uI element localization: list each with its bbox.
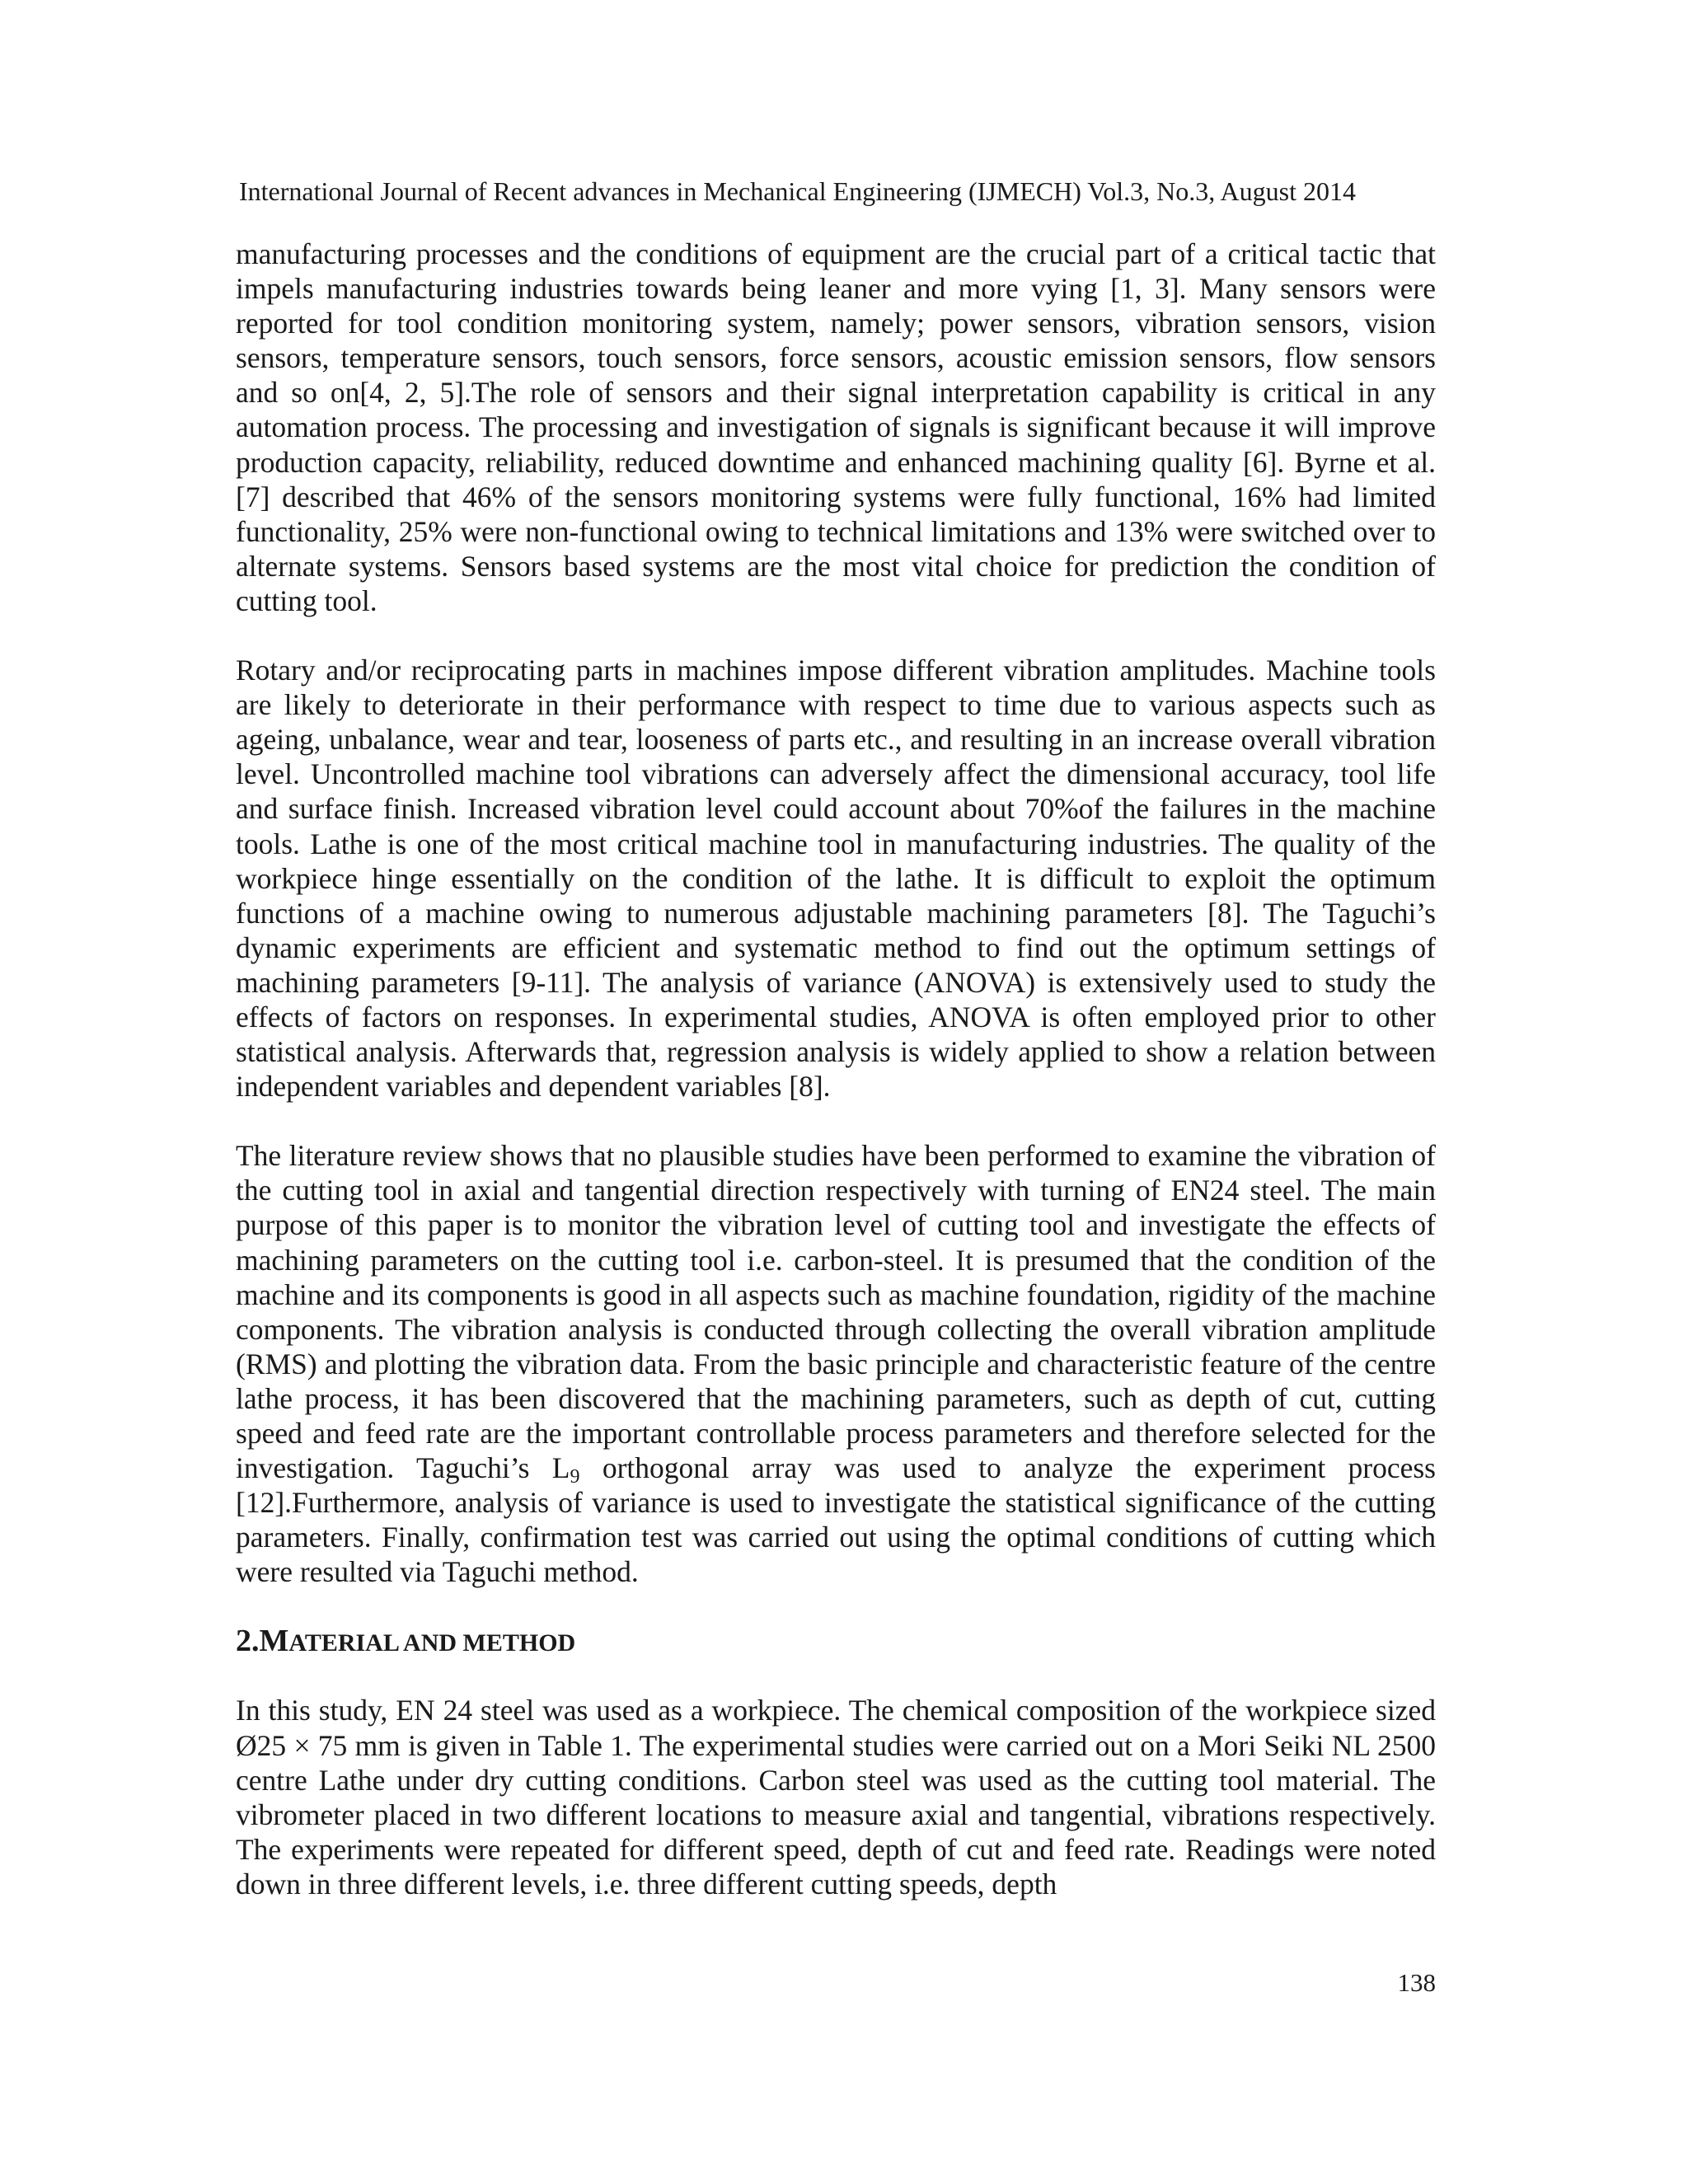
section-heading xyxy=(236,1624,1436,1658)
paragraph-vibration: Rotary and/or reciprocating parts in machines impose different vibration amplitudes. Machine tools are likely to deteriorate in their performance with respect to time due to various aspects such as ageing, unbalance, wear and tear, looseness of parts etc., and resulting in an increase overall vibration level. Uncontrolled machine tool vibrations can adversely affect the dimensional accuracy, tool life and surface finish. Increased vibration level could account about 70%of the failures in the machine tools. Lathe is one of the most critical machine tool in manufacturing industries. The quality of the workpiece hinge essentially on the condition of the lathe. It is difficult to exploit the optimum functions of a machine owing to numerous adjustable machining parameters [8]. The Taguchi’s dynamic experiments are efficient and systematic method to find out the optimum settings of machining parameters [9-11]. The analysis of variance (ANOVA) is extensively used to study the effects of factors on responses. In experimental studies, ANOVA is often employed prior to other statistical analysis. Afterwards that, regression analysis is widely applied to show a relation between independent variables and dependent variables [8]. xyxy=(236,654,1436,1104)
paragraph-sensors: manufacturing processes and the conditions of equipment are the crucial part of a critical tactic that impels manufacturing industries towards being leaner and more vying [1, 3]. Many sensors were reported for tool condition monitoring system, namely; power sensors, vibration sensors, vision sensors, temperature sensors, touch sensors, force sensors, acoustic emission sensors, flow sensors and so on[4, 2, 5].The role of sensors and their signal interpretation capability is critical in any automation process. The processing and investigation of signals is significant because it will improve production capacity, reliability, reduced downtime and enhanced machining quality [6]. Byrne et al. [7] described that 46% of the sensors monitoring systems were fully functional, 16% had limited functionality, 25% were non-functional owing to technical limitations and 13% were switched over to alternate systems. Sensors based systems are the most vital choice for prediction the condition of cutting tool. xyxy=(236,237,1436,617)
paragraph-literature-text-a: The literature review shows that no plausible studies have been performed to examine the vibration of the cutting tool in axial and tangential direction respectively with turning of EN24 steel. The main purpose of this paper is to monitor the vibration level of cutting tool and investigate the effects of machining parameters on the cutting tool i.e. carbon-steel. It is presumed that the condition of the machine and its components is good in all aspects such as machine foundation, rigidity of the machine components. The vibration analysis is conducted through collecting the overall vibration amplitude (RMS) and plotting the vibration data. From the basic principle and characteristic feature of the centre lathe process, it has been discovered that the machining parameters, such as depth of cut, cutting speed and feed rate are the important controllable process parameters and therefore selected for the investigation. Taguchi’s L xyxy=(236,1139,1436,1485)
subscript-nine: 9 xyxy=(570,1466,580,1488)
section-initial: M xyxy=(259,1624,289,1659)
paragraph-material-method: In this study, EN 24 steel was used as a workpiece. The chemical composition of the workpiece sized Ø25 × 75 mm is given in Table 1. The experimental studies were carried out on a Mori Seiki NL 2500 centre Lathe under dry cutting conditions. Carbon steel was used as the cutting tool material. The vibrometer placed in two different locations to measure axial and tangential, vibrations respectively. The experiments were repeated for different speed, depth of cut and feed rate. Readings were noted down in three different levels, i.e. three different cutting speeds, depth xyxy=(236,1694,1436,1900)
article-body xyxy=(236,237,1436,1901)
journal-header: International Journal of Recent advances in Mechanical Engineering (IJMECH) Vol.3, No.3, August 2014 xyxy=(239,176,1356,206)
paragraph-literature-text-b: orthogonal array was used to analyze the experiment process [12].Furthermore, analysis of variance is used to investigate the statistical significance of the cutting parameters. Finally, confirmation test was carried out using the optimal conditions of cutting which were resulted via Taguchi method. xyxy=(236,1451,1437,1589)
page-number: 138 xyxy=(1397,1968,1436,1997)
paragraph-literature-review xyxy=(236,1138,1436,1589)
section-title-part2: METHOD xyxy=(462,1629,576,1657)
section-number: 2. xyxy=(236,1624,260,1659)
section-title-part1: ATERIAL AND xyxy=(288,1629,463,1657)
